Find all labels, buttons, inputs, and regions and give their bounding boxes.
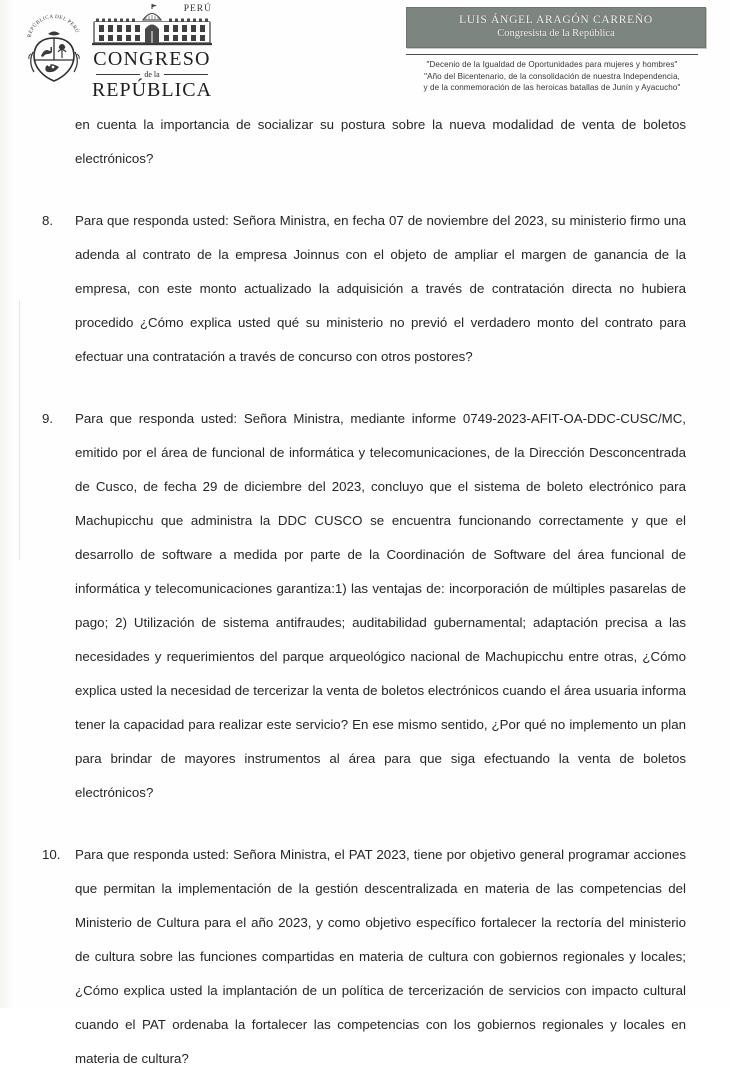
document-header (0, 0, 730, 100)
congressman-name: LUIS ÁNGEL ARAGÓN CARREÑO (459, 14, 653, 26)
peru-coat-of-arms-icon (24, 8, 84, 86)
question-number: 10. (42, 847, 61, 862)
continued-paragraph: en cuenta la importancia de socializar su postura sobre la nueva modalidad de venta de boletos electrónicos? (75, 117, 686, 166)
question-number: 9. (42, 411, 54, 426)
question-number: 8. (42, 213, 54, 228)
motto-line-2: "Año del Bicentenario, de la consolidación de nuestra Independencia, (424, 71, 680, 81)
congressman-header-block (406, 7, 706, 94)
congressman-name-banner (406, 7, 706, 48)
congressman-role: Congresista de la República (497, 28, 615, 40)
peru-label: PERÚ (183, 4, 212, 14)
document-body (0, 108, 730, 1076)
header-divider-rule (406, 54, 698, 55)
de-la-divider (96, 70, 208, 79)
republica-text: REPÚBLICA (91, 79, 213, 101)
question-item-10 (0, 838, 730, 1076)
question-item-8 (0, 204, 730, 374)
motto-line-1: "Decenio de la Igualdad de Oportunidades para mujeres y hombres" (426, 60, 678, 70)
congreso-text: CONGRESO (93, 48, 211, 70)
question-text: Para que responda usted: Señora Ministra, en fecha 07 de noviembre del 2023, su ministerio firmo una adenda al contrato de la empresa Joinnus con el objeto de ampliar el margen de ganancia de la empresa, con este monto actualizado la adquisición a través de contratación directa no hubiera procedido ¿Cómo explica usted qué su ministerio no previó el verdadero monto del contrato para efectuar una contratación a través de concurso con otros postores? (75, 213, 686, 364)
congress-wordmark (90, 4, 214, 100)
de-la-text: de la (144, 70, 160, 79)
svg-text:REPÚBLICA DEL PERÚ: REPÚBLICA DEL PERÚ (26, 13, 81, 39)
motto-line-3: y de la conmemoración de las heroicas batallas de Junín y Ayacucho" (423, 83, 681, 93)
question-text: Para que responda usted: Señora Ministra, mediante informe 0749-2023-AFIT-OA-DDC-CUSC/MC, emitido por el área de funcional de informática y telecomunicaciones, de la Dirección Desconcentrada de Cusco, de fecha 29 de diciembre del 2023, concluyo que el sistema de boleto electrónico para Machupicchu que administra la DDC CUSCO se encuentra funcionando correctamente y que el desarrollo de software a medida por parte de la Coordinación de Software del área funcional de informática y telecomunicaciones garantiza:1) las ventajas de: incorporación de múltiples pasarelas de pago; 2) Utilización de sistema antifraudes; auditabilidad gubernamental; adaptación precisa a las necesidades y requerimientos del parque arqueológico nacional de Machupicchu entre otras, ¿Cómo explica usted la necesidad de tercerizar la venta de boletos electrónicos cuando el área usuaria informa tener la capacidad para realizar este servicio? En ese mismo sentido, ¿Por qué no implemento un plan para brindar de mayores instrumentos al área para que siga efectuando la venta de boletos electrónicos? (75, 411, 686, 800)
question-item-9 (0, 402, 730, 810)
question-text: Para que responda usted: Señora Ministra, el PAT 2023, tiene por objetivo general programar acciones que permitan la implementación de la gestión descentralizada en materia de las competencias del Ministerio de Cultura para el año 2023, y como objetivo específico fortalecer la rectoría del ministerio de cultura sobre las funciones compartidas en materia de cultura con gobiernos regionales y locales; ¿Cómo explica usted la implantación de un política de tercerización de servicios con impacto cultural cuando el PAT ordenaba la fortalecer las competencias con los gobiernos regionales y locales en materia de cultura? (75, 847, 686, 1066)
official-mottos (406, 59, 698, 94)
congress-logo (24, 4, 214, 100)
